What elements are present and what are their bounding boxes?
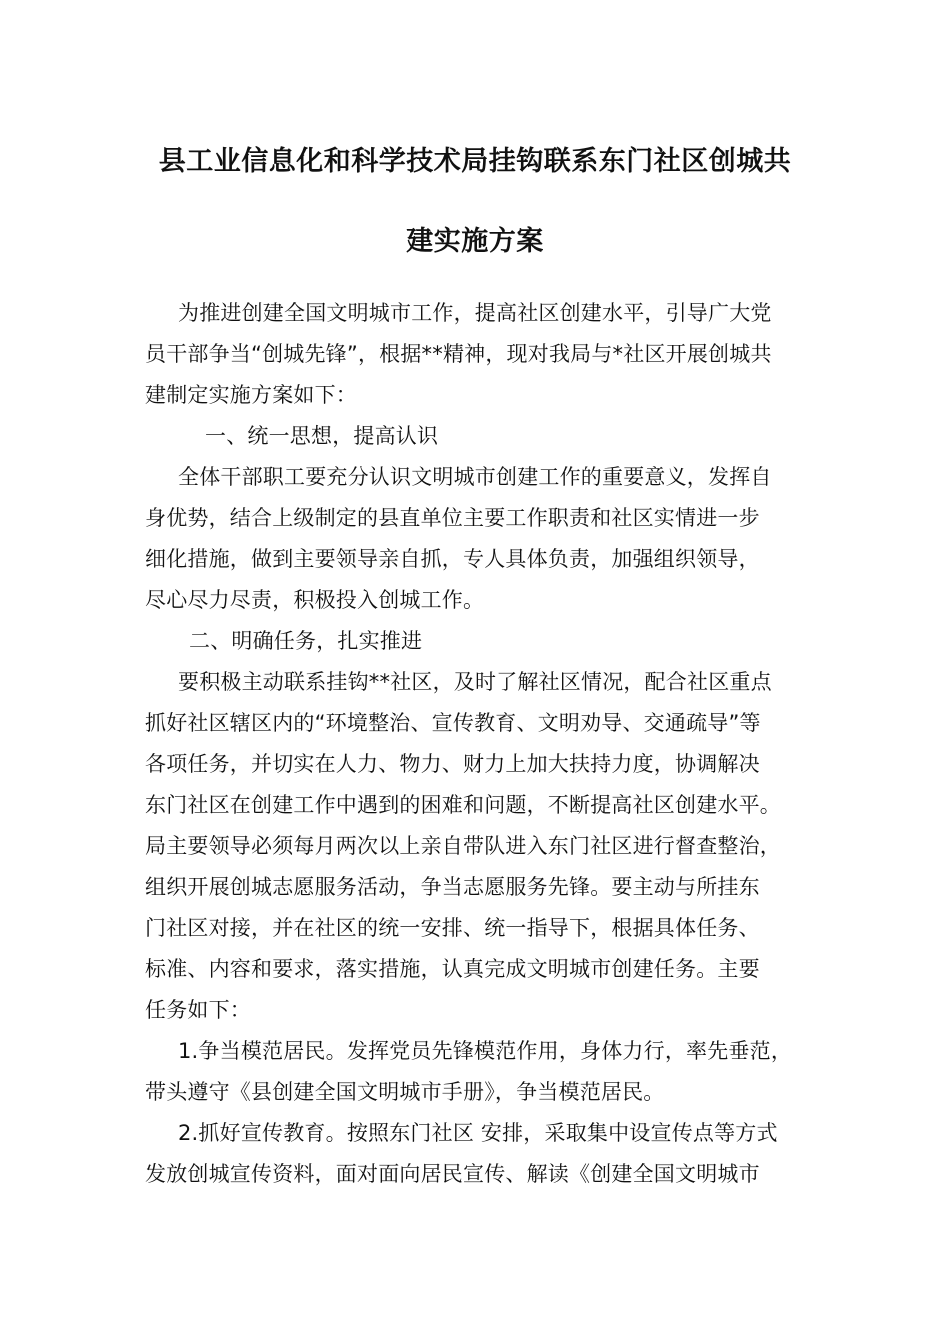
list-item-line: 2.抓好宣传教育。按照东门社区 安排，采取集中设宣传点等方式 bbox=[178, 1121, 778, 1145]
paragraph-line: 抓好社区辖区内的“环境整治、宣传教育、文明劝导、交通疏导”等 bbox=[145, 711, 761, 735]
paragraph-line: 细化措施，做到主要领导亲自抓，专人具体负责，加强组织领导， bbox=[145, 547, 760, 571]
paragraph-line: 全体干部职工要充分认识文明城市创建工作的重要意义，发挥自 bbox=[178, 465, 772, 489]
paragraph-line: 局主要领导必须每月两次以上亲自带队进入东门社区进行督查整治， bbox=[145, 834, 781, 858]
paragraph-line: 标准、内容和要求，落实措施，认真完成文明城市创建任务。主要 bbox=[145, 957, 760, 981]
paragraph-line: 员干部争当“创城先锋”，根据**精神，现对我局与*社区开展创城共 bbox=[145, 342, 772, 366]
paragraph-line: 门社区对接，并在社区的统一安排、统一指导下，根据具体任务、 bbox=[145, 916, 760, 940]
paragraph-line: 尽心尽力尽责，积极投入创城工作。 bbox=[145, 588, 485, 612]
paragraph-line: 身优势，结合上级制定的县直单位主要工作职责和社区实情进一步 bbox=[145, 506, 760, 530]
list-item-line: 发放创城宣传资料，面对面向居民宣传、解读《创建全国文明城市 bbox=[145, 1162, 760, 1186]
paragraph-line: 为推进创建全国文明城市工作，提高社区创建水平，引导广大党 bbox=[178, 301, 772, 325]
paragraph-line: 要积极主动联系挂钩**社区，及时了解社区情况，配合社区重点 bbox=[178, 670, 772, 694]
paragraph-line: 组织开展创城志愿服务活动，争当志愿服务先锋。要主动与所挂东 bbox=[145, 875, 760, 899]
document-title-line-2: 建实施方案 bbox=[406, 226, 544, 257]
section-heading-2: 二、明确任务，扎实推进 bbox=[189, 629, 423, 653]
paragraph-line: 建制定实施方案如下： bbox=[145, 383, 357, 407]
paragraph-line: 各项任务，并切实在人力、物力、财力上加大扶持力度，协调解决 bbox=[145, 752, 760, 776]
document-title-line-1: 县工业信息化和科学技术局挂钩联系东门社区创城共 bbox=[158, 146, 792, 177]
list-item-line: 1.争当模范居民。发挥党员先锋模范作用，身体力行，率先垂范， bbox=[178, 1039, 793, 1063]
paragraph-line: 任务如下： bbox=[145, 998, 251, 1022]
list-item-line: 带头遵守《县创建全国文明城市手册》，争当模范居民。 bbox=[145, 1080, 665, 1104]
paragraph-line: 东门社区在创建工作中遇到的困难和问题，不断提高社区创建水平。 bbox=[145, 793, 781, 817]
section-heading-1: 一、统一思想，提高认识 bbox=[205, 424, 439, 448]
